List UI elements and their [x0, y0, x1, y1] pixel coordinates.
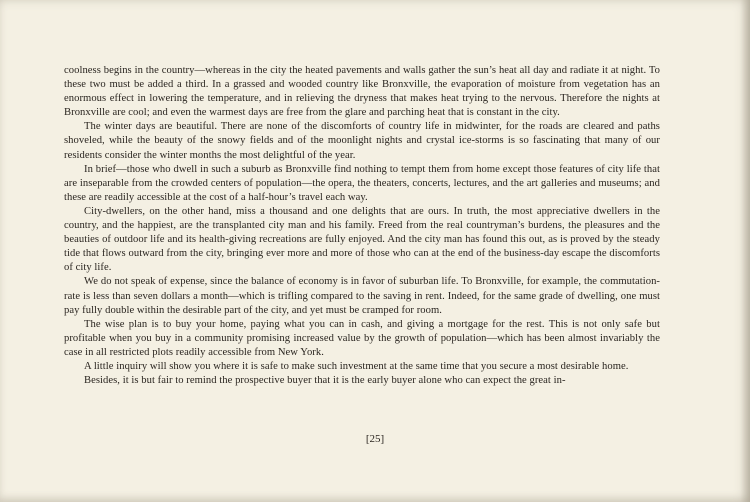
paragraph: coolness begins in the country—whereas in the city the heated pavements and walls gather the sun’s heat all day and radiate it at night. To these two must be added a third. In a grassed and wooded country like Bronxville, the evaporation of moisture from vegetation has an enormous effect in lowering the temperature, and in relieving the dryness that makes heat trying to the nervous. Therefore the nights at Bronxville are cool; and even the warmest days are free from the glare and parching heat that is constant in the city.: [64, 65, 660, 119]
page-number: [25]: [365, 433, 385, 445]
paragraph: City-dwellers, on the other hand, miss a thousand and one delights that are ours. In truth, the most appreciative dwellers in the country, and the happiest, are the transplanted city man and his family. Freed from the real countryman’s burdens, the pleasures and the beauties of outdoor life and its health-giving recreations are fully enjoyed. And the city man has found this out, as is proved by the steady tide that flows outward from the city, bringing ever more and more of those who can at the end of the business-day escape the discomforts of city life.: [64, 205, 660, 274]
paragraph: Besides, it is but fair to remind the prospective buyer that it is the early buyer alone who can expect the great in-: [84, 375, 566, 387]
paragraph: We do not speak of expense, since the balance of economy is in favor of suburban life. To Bronxville, for example, the commutation-rate is less than seven dollars a month—which is trifling compared to the saving in rent. Indeed, for the same grade of dwelling, one must pay fully double within the desirable part of the city, and yet must be cramped for room.: [64, 276, 660, 316]
paragraph: In brief—those who dwell in such a suburb as Bronxville find nothing to tempt them from home except those features of city life that are inseparable from the crowded centers of population—the opera, the theaters, concerts, lectures, and the art galleries and museums; and these are readily accessible at the cost of a half-hour’s travel each way.: [64, 163, 660, 203]
paragraph: A little inquiry will show you where it is safe to make such investment at the same time that you secure a most desirable home.: [84, 360, 629, 372]
paragraph: The wise plan is to buy your home, paying what you can in cash, and giving a mortgage for the rest. This is not only safe but profitable when you buy in a community promising increased value by the growth of population—which has been almost invariably the case in all restricted plots readily accessible from New York.: [64, 318, 660, 358]
paragraph: The winter days are beautiful. There are none of the discomforts of country life in midwinter, for the roads are cleared and paths shoveled, while the beauty of the snowy fields and of the moonlight nights and crystal ice-storms is so fascinating that many of our residents consider the winter months the most delightful of the year.: [64, 121, 660, 161]
body-text: [64, 64, 660, 388]
